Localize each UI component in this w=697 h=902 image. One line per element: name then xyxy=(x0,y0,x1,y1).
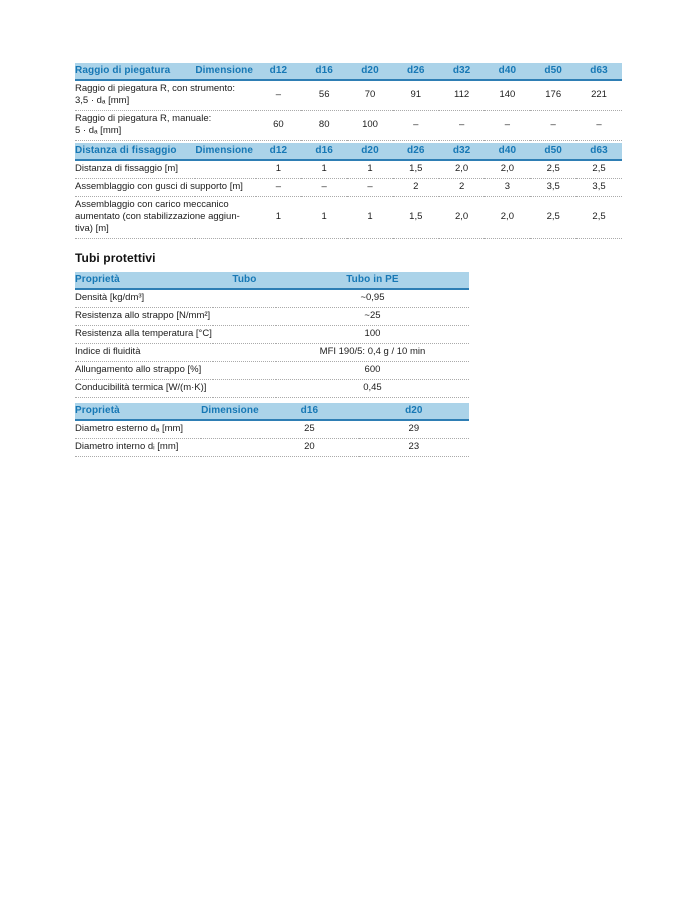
cell-value: – xyxy=(301,179,347,197)
table-title: Raggio di piegatura xyxy=(75,63,195,80)
column-header-d26: d26 xyxy=(393,63,439,80)
table-row xyxy=(75,362,469,380)
row-label: Conducibilità termica [W/(m·K)] xyxy=(75,380,276,398)
bending-radius-table xyxy=(75,63,622,141)
cell-value: – xyxy=(484,111,530,141)
cell-value: ~0,95 xyxy=(276,289,469,308)
cell-value: 23 xyxy=(359,439,469,457)
column-header-d63: d63 xyxy=(576,63,622,80)
cell-value: 3,5 xyxy=(530,179,576,197)
column-header-d12: d12 xyxy=(256,63,302,80)
cell-value: 112 xyxy=(439,80,485,111)
column-header-d50: d50 xyxy=(530,143,576,160)
tube-diameter-table xyxy=(75,403,469,457)
cell-value: 2,5 xyxy=(530,160,576,179)
column-header-d20: d20 xyxy=(347,143,393,160)
row-label: Raggio di piegatura R, con strumento: 3,5 · dₐ [mm] xyxy=(75,80,256,111)
cell-value: – xyxy=(256,179,302,197)
cell-value: 20 xyxy=(260,439,359,457)
cell-value: ~25 xyxy=(276,308,469,326)
tube-properties-header-row xyxy=(75,272,469,289)
table-row xyxy=(75,326,469,344)
cell-value: 2,0 xyxy=(439,160,485,179)
cell-value: 3 xyxy=(484,179,530,197)
column-header-d32: d32 xyxy=(439,143,485,160)
row-label: Assemblaggio con carico meccanico aumentato (con stabilizzazione aggiun- tiva) [m] xyxy=(75,197,256,239)
column-header-d12: d12 xyxy=(256,143,302,160)
cell-value: 1 xyxy=(347,160,393,179)
cell-value: 100 xyxy=(347,111,393,141)
cell-value: 1 xyxy=(301,197,347,239)
row-label: Diametro interno dᵢ [mm] xyxy=(75,439,260,457)
cell-value: – xyxy=(393,111,439,141)
cell-value: 221 xyxy=(576,80,622,111)
table-row xyxy=(75,289,469,308)
cell-value: 0,45 xyxy=(276,380,469,398)
column-header-d20: d20 xyxy=(347,63,393,80)
fixing-distance-header-row xyxy=(75,143,622,160)
column-header-d32: d32 xyxy=(439,63,485,80)
cell-value: – xyxy=(347,179,393,197)
dimension-header: Dimensione xyxy=(201,403,260,420)
column-header-d16: d16 xyxy=(301,143,347,160)
cell-value: 1 xyxy=(347,197,393,239)
cell-value: 25 xyxy=(260,420,359,439)
table-title: Distanza di fissaggio xyxy=(75,143,195,160)
cell-value: 56 xyxy=(301,80,347,111)
cell-value: 2,5 xyxy=(576,197,622,239)
table-row xyxy=(75,80,622,111)
column-header-d50: d50 xyxy=(530,63,576,80)
row-label: Resistenza alla temperatura [°C] xyxy=(75,326,276,344)
table-row xyxy=(75,179,622,197)
cell-value: 2 xyxy=(393,179,439,197)
cell-value: 1 xyxy=(256,197,302,239)
property-header: Proprietà xyxy=(75,272,213,289)
protective-tube-properties-table xyxy=(75,272,469,398)
row-label: Indice di fluidità xyxy=(75,344,276,362)
cell-value: 3,5 xyxy=(576,179,622,197)
tube-pe-header: Tubo in PE xyxy=(276,272,469,289)
cell-value: – xyxy=(256,80,302,111)
bending-radius-header-row xyxy=(75,63,622,80)
table-row xyxy=(75,308,469,326)
cell-value: 80 xyxy=(301,111,347,141)
tube-diameter-header-row xyxy=(75,403,469,420)
cell-value: 100 xyxy=(276,326,469,344)
table-row xyxy=(75,344,469,362)
cell-value: 2,0 xyxy=(484,197,530,239)
row-label: Assemblaggio con gusci di supporto [m] xyxy=(75,179,256,197)
table-row xyxy=(75,197,622,239)
column-header-d20: d20 xyxy=(359,403,469,420)
tube-header: Tubo xyxy=(213,272,276,289)
cell-value: 1,5 xyxy=(393,160,439,179)
row-label: Raggio di piegatura R, manuale: 5 · dₐ [mm] xyxy=(75,111,256,141)
property-header: Proprietà xyxy=(75,403,201,420)
table-row xyxy=(75,111,622,141)
cell-value: – xyxy=(530,111,576,141)
table-row xyxy=(75,420,469,439)
table-row xyxy=(75,160,622,179)
column-header-d40: d40 xyxy=(484,63,530,80)
column-header-d63: d63 xyxy=(576,143,622,160)
cell-value: 140 xyxy=(484,80,530,111)
row-label: Diametro esterno dₐ [mm] xyxy=(75,420,260,439)
cell-value: 2,0 xyxy=(439,197,485,239)
cell-value: MFI 190/5: 0,4 g / 10 min xyxy=(276,344,469,362)
cell-value: 1,5 xyxy=(393,197,439,239)
cell-value: 70 xyxy=(347,80,393,111)
row-label: Allungamento allo strappo [%] xyxy=(75,362,276,380)
cell-value: 2,5 xyxy=(576,160,622,179)
cell-value: 176 xyxy=(530,80,576,111)
cell-value: 60 xyxy=(256,111,302,141)
dimension-header: Dimensione xyxy=(195,143,255,160)
row-label: Resistenza allo strappo [N/mm²] xyxy=(75,308,276,326)
table-row xyxy=(75,380,469,398)
section-heading: Tubi protettivi xyxy=(75,251,156,265)
cell-value: 2,0 xyxy=(484,160,530,179)
cell-value: 2 xyxy=(439,179,485,197)
column-header-d26: d26 xyxy=(393,143,439,160)
row-label: Densità [kg/dm³] xyxy=(75,289,276,308)
fixing-distance-table xyxy=(75,143,622,239)
cell-value: – xyxy=(439,111,485,141)
column-header-d16: d16 xyxy=(301,63,347,80)
cell-value: 91 xyxy=(393,80,439,111)
cell-value: 1 xyxy=(301,160,347,179)
column-header-d40: d40 xyxy=(484,143,530,160)
row-label: Distanza di fissaggio [m] xyxy=(75,160,256,179)
cell-value: 2,5 xyxy=(530,197,576,239)
cell-value: – xyxy=(576,111,622,141)
table-row xyxy=(75,439,469,457)
column-header-d16: d16 xyxy=(260,403,359,420)
dimension-header: Dimensione xyxy=(195,63,255,80)
document-page xyxy=(75,63,622,457)
cell-value: 1 xyxy=(256,160,302,179)
cell-value: 600 xyxy=(276,362,469,380)
cell-value: 29 xyxy=(359,420,469,439)
